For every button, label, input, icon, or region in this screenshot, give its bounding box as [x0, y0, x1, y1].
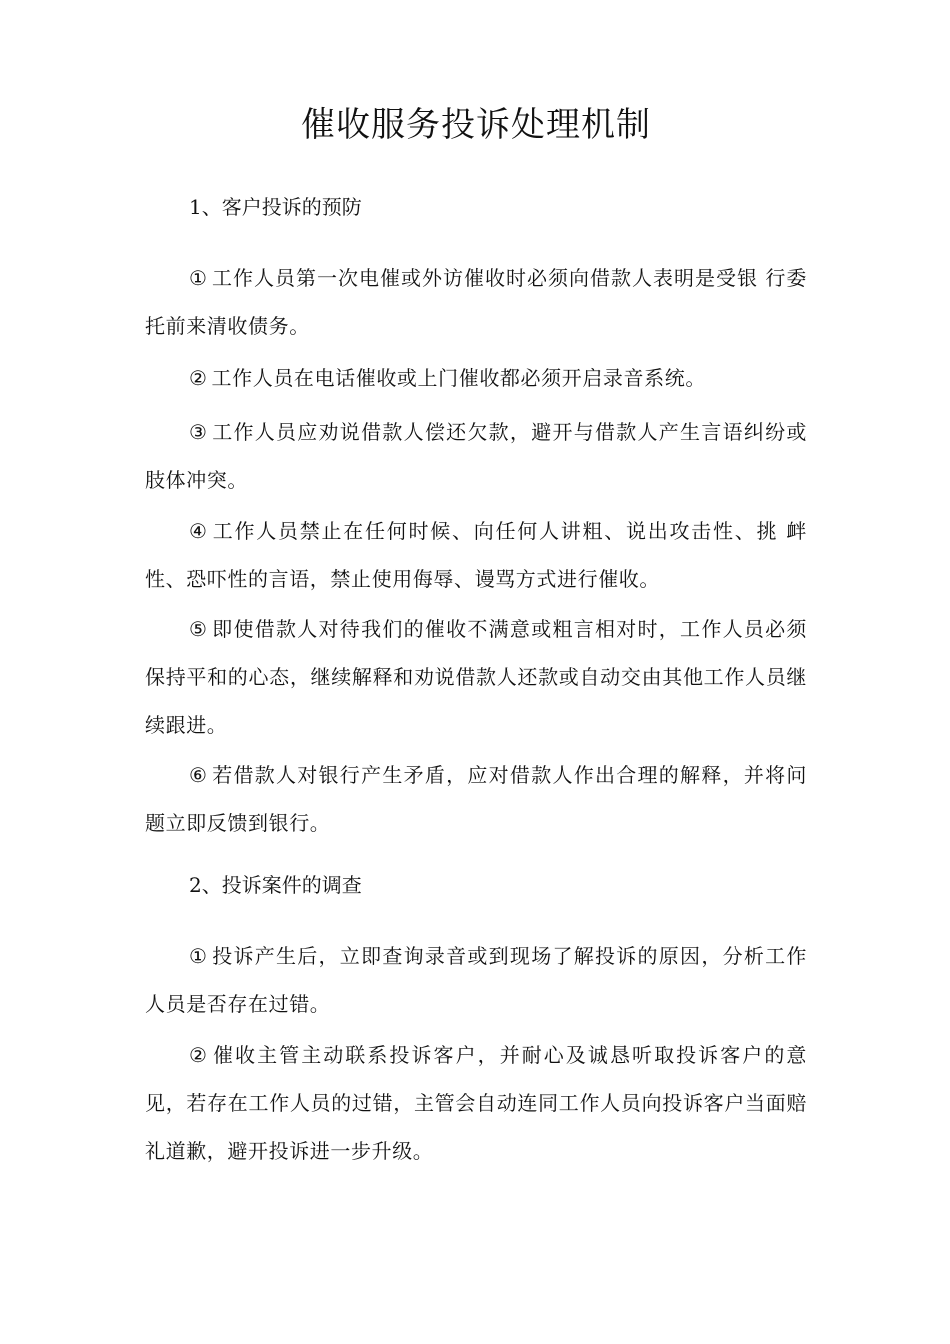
document-page [145, 0, 807, 1344]
item-text: 投诉产生后，立即查询录音或到现场了解投诉的原因，分析工作人员是否存在过错。 [145, 944, 807, 1016]
item-marker: ④ [189, 519, 209, 543]
item-marker: ② [189, 1043, 209, 1067]
list-item [145, 605, 807, 749]
item-text: 工作人员在电话催收或上门催收都必须开启录音系统。 [211, 366, 706, 390]
list-item [145, 1031, 807, 1175]
list-item [145, 751, 807, 847]
item-text: 即使借款人对待我们的催收不满意或粗言相对时，工作人员必须保持平和的心态，继续解释和劝说借款人还款或自动交由其他工作人员继续跟进。 [145, 617, 807, 737]
item-text: 催收主管主动联系投诉客户，并耐心及诚恳听取投诉客户的意见，若存在工作人员的过错，主管会自动连同工作人员向投诉客户当面赔礼道歉，避开投诉进一步升级。 [145, 1043, 807, 1163]
item-text: 工作人员禁止在任何时候、向任何人讲粗、说出攻击性、挑 衅性、恐吓性的言语，禁止使用侮辱、谩骂方式进行催收。 [145, 519, 807, 591]
item-marker: ② [189, 366, 208, 390]
item-marker: ① [189, 266, 208, 290]
list-item [145, 354, 807, 402]
list-item [145, 932, 807, 1028]
section-heading-investigation: 2、投诉案件的调查 [189, 873, 362, 897]
item-text: 若借款人对银行产生矛盾，应对借款人作出合理的解释，并将问题立即反馈到银行。 [145, 763, 807, 835]
item-marker: ⑥ [189, 763, 209, 787]
item-text: 工作人员第一次电催或外访催收时必须向借款人表明是受银 行委托前来清收债务。 [145, 266, 807, 338]
document-title: 催收服务投诉处理机制 [301, 105, 651, 145]
item-marker: ③ [189, 420, 209, 444]
item-marker: ⑤ [189, 617, 209, 641]
list-item [145, 254, 807, 350]
list-item [145, 507, 807, 603]
list-item [145, 408, 807, 504]
item-marker: ① [189, 944, 209, 968]
item-text: 工作人员应劝说借款人偿还欠款，避开与借款人产生言语纠纷或肢体冲突。 [145, 420, 807, 492]
section-heading-prevention: 1、客户投诉的预防 [189, 195, 362, 219]
